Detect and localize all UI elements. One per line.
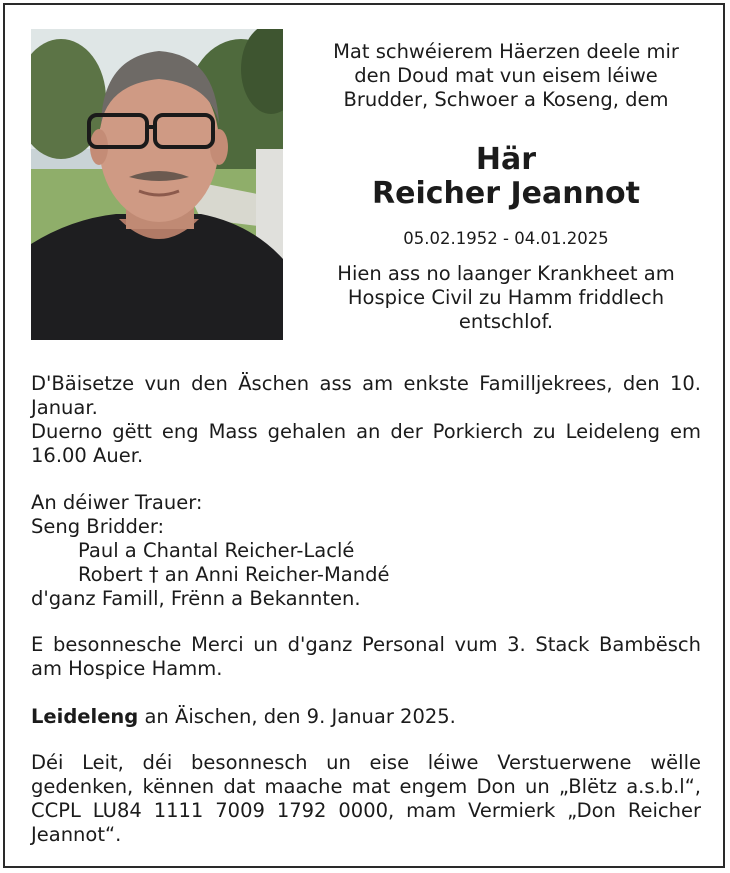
thanks-paragraph: E besonnesche Merci un d'ganz Personal vum 3. Stack Bambësch am Hospice Hamm.	[31, 633, 701, 680]
intro-line: Mat schwéierem Häerzen deele mir	[333, 40, 679, 63]
funeral-paragraph	[31, 372, 701, 468]
mourners-closing: d'ganz Famill, Frënn a Bekannten.	[31, 587, 361, 610]
portrait-photo	[31, 29, 283, 340]
siblings-label: Seng Bridder:	[31, 515, 165, 538]
passing-line: entschlof.	[458, 310, 554, 333]
funeral-text-2: Duerno gëtt eng Mass gehalen an der Porkierch zu Leideleng em 16.00 Auer.	[31, 420, 701, 467]
mourners-block	[31, 491, 701, 611]
deceased-name: Reicher Jeannot	[372, 176, 640, 211]
mourners-heading: An déiwer Trauer:	[31, 491, 203, 514]
passing-line: Hospice Civil zu Hamm friddlech	[347, 286, 665, 309]
place-date-line	[31, 705, 701, 729]
donation-paragraph: Déi Leit, déi besonnesch un eise léiwe Verstuerwene wëlle gedenken, kënnen dat maache mat engem Don un „Blëtz a.s.b.l“, CCPL LU84 1111 7009 1792 0000, mam Vermierk „Don Reicher Jeannot“.	[31, 751, 701, 846]
intro-line: den Doud mat vun eisem léiwe	[354, 64, 658, 87]
intro-line: Brudder, Schwoer a Koseng, dem	[343, 88, 669, 111]
sibling-entry: Paul a Chantal Reicher-Laclé	[78, 539, 355, 562]
passing-text	[296, 262, 716, 334]
sibling-entry: Robert † an Anni Reicher-Mandé	[78, 563, 390, 586]
place-date-rest: an Äischen, den 9. Januar 2025.	[138, 705, 456, 728]
passing-line: Hien ass no laanger Krankheet am	[337, 262, 675, 285]
life-dates: 05.02.1952 - 04.01.2025	[403, 229, 609, 248]
place-name: Leideleng	[31, 705, 139, 728]
funeral-text-1: D'Bäisetze vun den Äschen ass am enkste Familljekrees, den 10. Januar.	[31, 372, 701, 419]
intro-text	[296, 40, 716, 112]
deceased-honorific: Här	[475, 142, 537, 177]
